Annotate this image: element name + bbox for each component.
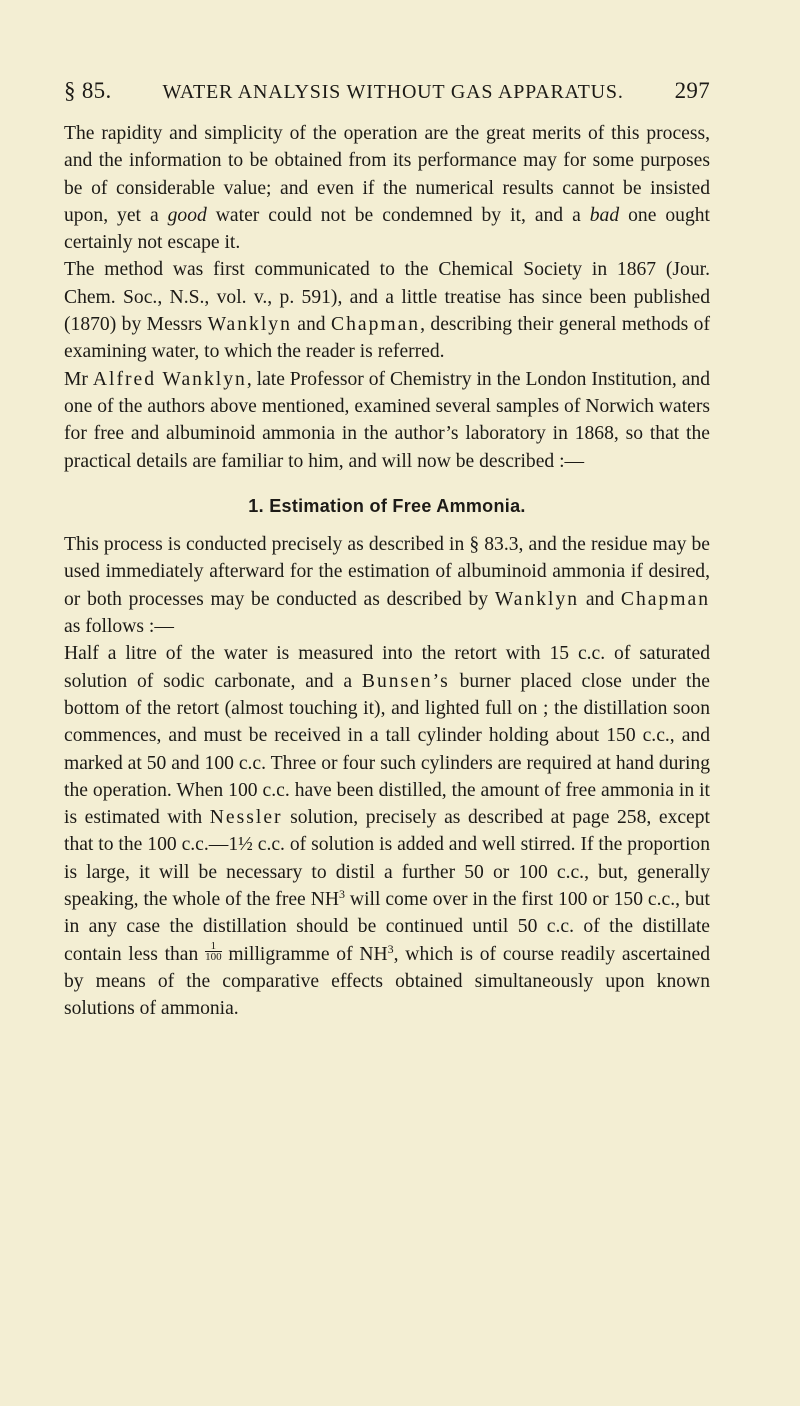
section-number: § 85. bbox=[64, 78, 112, 103]
section-heading: 1. Estimation of Free Ammonia. bbox=[248, 495, 526, 516]
running-header bbox=[64, 78, 710, 104]
page-number: 297 bbox=[674, 78, 710, 103]
running-title: WATER ANALYSIS WITHOUT GAS APPARATUS. bbox=[162, 81, 624, 103]
fraction: $\frac{1}{100}$ bbox=[205, 939, 222, 963]
paragraph-4: This process is conducted precisely as described in § 83.3, and the residue may be used immediately afterward for the estimation of albuminoid ammonia if desired, or both processes may be conducted as described by Wanklyn and Chapman as follows :— bbox=[64, 534, 710, 638]
paragraph-1: The rapidity and simplicity of the operation are the great merits of this process, and the information to be obtained from its performance may for some purposes be of considerable value; and even if the numerical results cannot be insisted upon, yet a good water could not be condemned by it, and a bad one ought certainly not escape it. bbox=[64, 123, 710, 254]
paragraph-3: Mr Alfred Wanklyn, late Professor of Chemistry in the London Institution, and one of the authors above mentioned, examined several samples of Norwich waters for free and albuminoid ammonia in the author’s laboratory in 1868, so that the practical details are familiar to him, and will now be described :— bbox=[64, 368, 710, 472]
paragraph-5: Half a litre of the water is measured into the retort with 15 c.c. of saturated solution of sodic carbonate, and a Bunsen’s burner placed close under the bottom of the retort (almost touching it), and lighted full on ; the distillation soon commences, and must be received in a tall cylinder holding about 150 c.c., and marked at 50 and 100 c.c. Three or four such cylinders are required at hand during the operation. When 100 c.c. have been distilled, the amount of free ammonia in it is estimated with Nessler solution, precisely as described at page 258, except that to the 100 c.c.—1½ c.c. of solution is added and well stirred. If the proportion is large, it will be necessary to distil a further 50 or 100 c.c., but, generally speaking, the whole of the free $NH^3$ will come over in the first 100 or 150 c.c., but in any case the distillation should be continued until 50 c.c. of the distillate contain less than $\frac{1}{100}$ milligramme of $NH^3$, which is of course readily ascertained by means of the comparative effects obtained simultaneously upon known solutions of ammonia. bbox=[64, 643, 710, 1020]
body-text bbox=[64, 120, 710, 1023]
paragraph-2: The method was first communicated to the Chemical Society in 1867 (Jour. Chem. Soc., N.S., vol. v., p. 591), and a little treatise has since been published (1870) by Messrs Wanklyn and Chapman, describing their general methods of examining water, to which the reader is referred. bbox=[64, 259, 710, 363]
